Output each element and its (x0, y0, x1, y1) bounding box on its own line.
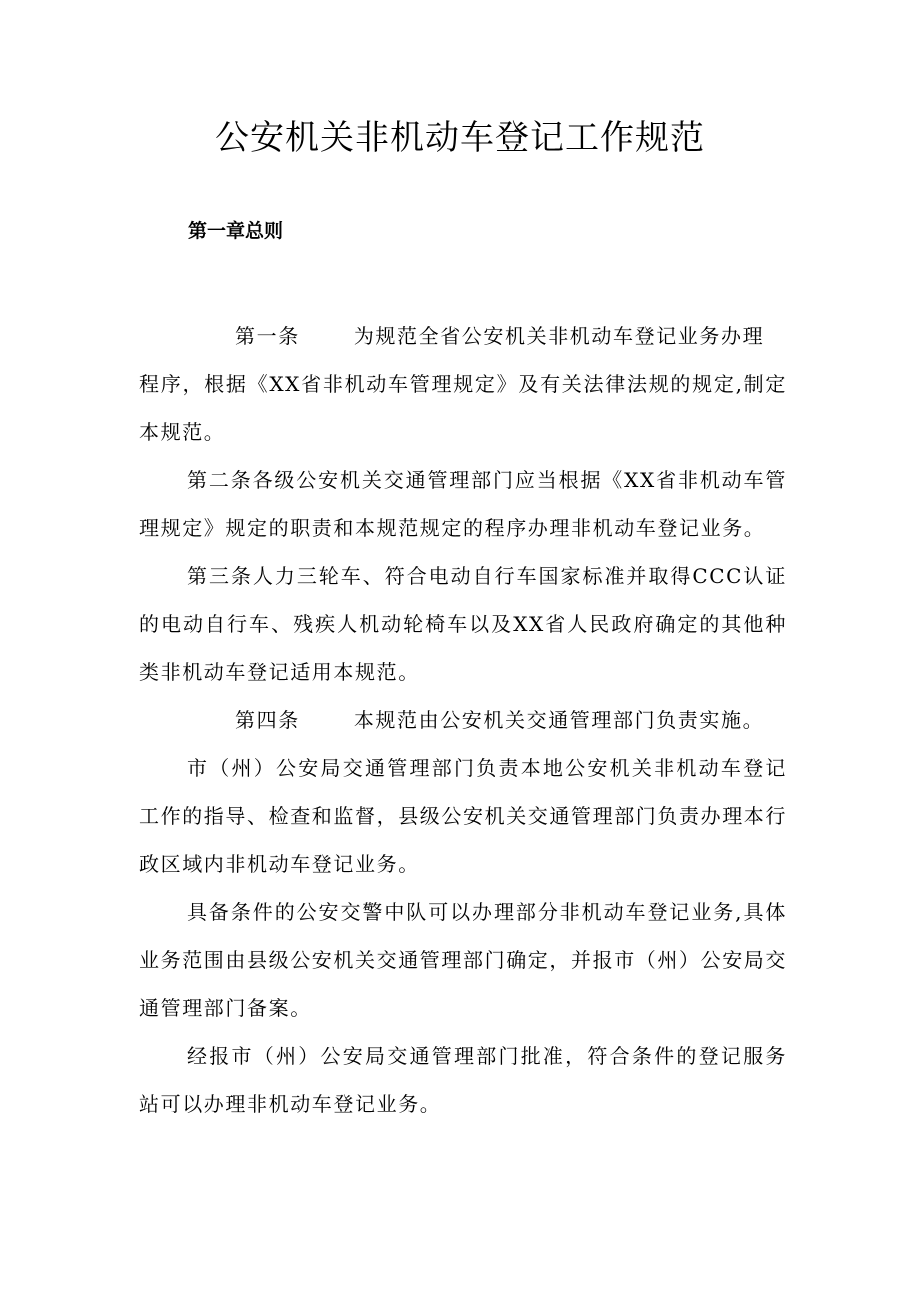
article-1-first-line: 为规范全省公安机关非机动车登记业务办理 (353, 324, 765, 348)
article-1-rest: 程序，根据《XX省非机动车管理规定》及有关法律法规的规定,制定本规范。 (139, 372, 787, 444)
chapter-heading: 第一章总则 (188, 220, 284, 242)
article-4 (139, 696, 787, 744)
article-1 (139, 312, 787, 456)
article-4-text: 本规范由公安机关交通管理部门负责实施。 (353, 708, 765, 732)
article-4-paragraph-3: 具备条件的公安交警中队可以办理部分非机动车登记业务,具体业务范围由县级公安机关交通管理部门确定，并报市（州）公安局交通管理部门备案。 (139, 900, 787, 1020)
document-title: 公安机关非机动车登记工作规范 (215, 118, 705, 158)
article-1-number: 第一条 (235, 324, 300, 348)
article-2: 第二条各级公安机关交通管理部门应当根据《XX省非机动车管理规定》规定的职责和本规范规定的程序办理非机动车登记业务。 (139, 468, 787, 540)
article-4-paragraph-2: 市（州）公安局交通管理部门负责本地公安机关非机动车登记工作的指导、检查和监督，县级公安机关交通管理部门负责办理本行政区域内非机动车登记业务。 (139, 756, 787, 876)
article-4-paragraph-4: 经报市（州）公安局交通管理部门批准，符合条件的登记服务站可以办理非机动车登记业务。 (139, 1044, 787, 1116)
article-3: 第三条人力三轮车、符合电动自行车国家标准并取得CCC认证的电动自行车、残疾人机动轮椅车以及XX省人民政府确定的其他种类非机动车登记适用本规范。 (139, 564, 787, 684)
article-4-number: 第四条 (235, 708, 300, 732)
document-body (139, 312, 787, 1128)
